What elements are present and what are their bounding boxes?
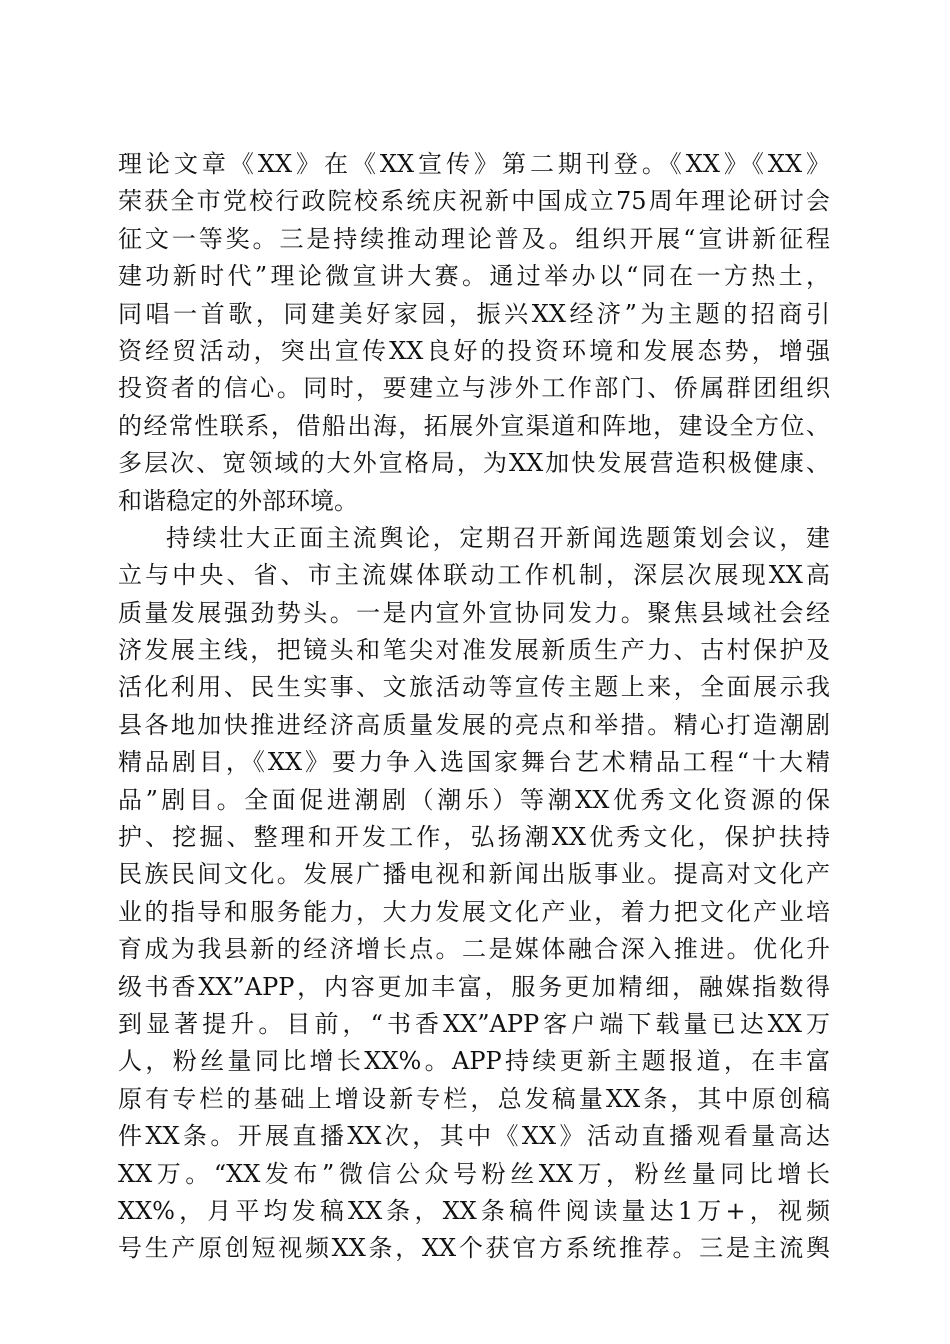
- text-line: 到显著提升。目前，“书香XX”APP客户端下载量已达XX万: [118, 1009, 830, 1038]
- text-line: 民族民间文化。发展广播电视和新闻出版事业。提高对文化产: [118, 860, 830, 889]
- text-line: 县各地加快推进经济高质量发展的亮点和举措。精心打造潮剧: [118, 710, 830, 739]
- text-line: 征文一等奖。三是持续推动理论普及。组织开展“宣讲新征程: [118, 224, 830, 253]
- text-line: 人，粉丝量同比增长XX%。APP持续更新主题报道，在丰富: [118, 1047, 830, 1076]
- text-line: 荣获全市党校行政院校系统庆祝新中国成立75周年理论研讨会: [118, 187, 830, 216]
- text-line: 精品剧目，《XX》要力争入选国家舞台艺术精品工程“十大精: [118, 748, 830, 777]
- paragraph-first-line: 持续壮大正面主流舆论，定期召开新闻选题策划会议，建: [166, 523, 830, 552]
- text-line: 号生产原创短视频XX条，XX个获官方系统推荐。三是主流舆: [118, 1234, 830, 1263]
- text-line: 件XX条。开展直播XX次，其中《XX》活动直播观看量高达: [118, 1122, 830, 1151]
- text-line: 品”剧目。全面促进潮剧（潮乐）等潮XX优秀文化资源的保: [118, 785, 830, 814]
- text-line: 级书香XX”APP，内容更加丰富，服务更加精细，融媒指数得: [118, 972, 830, 1001]
- text-line: 原有专栏的基础上增设新专栏，总发稿量XX条，其中原创稿: [118, 1084, 830, 1113]
- text-line: 护、挖掘、整理和开发工作，弘扬潮XX优秀文化，保护扶持: [118, 823, 830, 852]
- text-line: 同唱一首歌，同建美好家园，振兴XX经济”为主题的招商引: [118, 299, 830, 328]
- text-line: 质量发展强劲势头。一是内宣外宣协同发力。聚焦县域社会经: [118, 598, 830, 627]
- text-line: 多层次、宽领域的大外宣格局，为XX加快发展营造积极健康、: [118, 449, 830, 478]
- text-line: XX%，月平均发稿XX条，XX条稿件阅读量达1万+，视频: [118, 1196, 830, 1225]
- text-line: 济发展主线，把镜头和笔尖对准发展新质生产力、古村保护及: [118, 636, 830, 665]
- text-line: 建功新时代”理论微宣讲大赛。通过举办以“同在一方热土，: [118, 262, 830, 291]
- text-line: 理论文章《XX》在《XX宣传》第二期刊登。《XX》《XX》: [118, 150, 830, 178]
- text-line: 的经常性联系，借船出海，拓展外宣渠道和阵地，建设全方位、: [118, 411, 830, 440]
- text-line: 投资者的信心。同时，要建立与涉外工作部门、侨属群团组织: [118, 374, 830, 403]
- text-line: XX万。“XX发布”微信公众号粉丝XX万，粉丝量同比增长: [118, 1159, 830, 1188]
- text-line: 资经贸活动，突出宣传XX良好的投资环境和发展态势，增强: [118, 336, 830, 365]
- text-line: 育成为我县新的经济增长点。二是媒体融合深入推进。优化升: [118, 935, 830, 964]
- document-body: [118, 146, 830, 1268]
- text-line: 业的指导和服务能力，大力发展文化产业，着力把文化产业培: [118, 897, 830, 926]
- paragraph-end-line: 和谐稳定的外部环境。: [118, 486, 358, 515]
- text-line: 活化利用、民生实事、文旅活动等宣传主题上来，全面展示我: [118, 673, 830, 702]
- text-line: 立与中央、省、市主流媒体联动工作机制，深层次展现XX高: [118, 561, 830, 590]
